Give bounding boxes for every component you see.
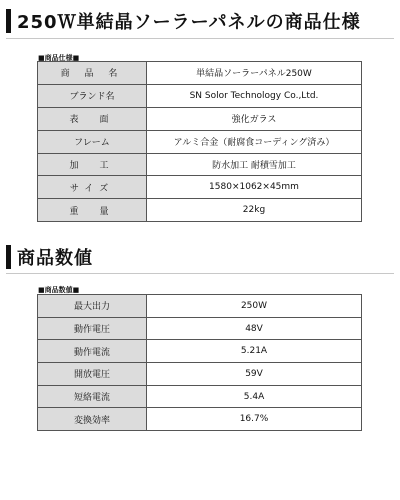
heading-bar: [6, 245, 11, 269]
table-row: [38, 199, 362, 222]
spec-key: 商 品 名: [38, 62, 147, 85]
spec-key: サイズ: [38, 176, 147, 199]
table-row: [38, 408, 362, 431]
spec-value: SN Solor Technology Co.,Ltd.: [147, 84, 362, 107]
divider: [6, 38, 394, 39]
page-title: 250Ｗ単結晶ソーラーパネルの商品仕様: [17, 12, 361, 33]
spec-table: [37, 61, 362, 222]
value-key: 短絡電流: [38, 385, 147, 408]
table-row: [38, 340, 362, 363]
value-value: 5.4A: [147, 385, 362, 408]
spec-value: 強化ガラス: [147, 107, 362, 130]
spec-table-label: ■商品仕様■: [38, 54, 80, 62]
spec-value: 単結晶ソーラーパネル250W: [147, 62, 362, 85]
spec-key: 重 量: [38, 199, 147, 222]
spec-value: 1580×1062×45mm: [147, 176, 362, 199]
section-heading-values: [6, 244, 93, 270]
value-value: 5.21A: [147, 340, 362, 363]
spec-key: 表 面: [38, 107, 147, 130]
table-row: [38, 130, 362, 153]
heading-bar: [6, 9, 11, 33]
value-value: 16.7%: [147, 408, 362, 431]
table-row: [38, 317, 362, 340]
value-key: 最大出力: [38, 295, 147, 318]
table-row: [38, 153, 362, 176]
table-row: [38, 62, 362, 85]
spec-key: ブランド名: [38, 84, 147, 107]
value-key: 動作電圧: [38, 317, 147, 340]
value-value: 250W: [147, 295, 362, 318]
table-row: [38, 295, 362, 318]
value-key: 動作電流: [38, 340, 147, 363]
table-row: [38, 107, 362, 130]
value-value: 48V: [147, 317, 362, 340]
table-row: [38, 385, 362, 408]
spec-value: 22kg: [147, 199, 362, 222]
value-table-label: ■商品数値■: [38, 286, 80, 294]
spec-key: フレーム: [38, 130, 147, 153]
value-key: 変換効率: [38, 408, 147, 431]
table-row: [38, 363, 362, 386]
divider: [6, 273, 394, 274]
table-row: [38, 176, 362, 199]
spec-key: 加 工: [38, 153, 147, 176]
spec-value: 防水加工 耐積雪加工: [147, 153, 362, 176]
value-key: 開放電圧: [38, 363, 147, 386]
value-value: 59V: [147, 363, 362, 386]
value-table: [37, 294, 362, 431]
section-title: 商品数値: [17, 248, 93, 269]
section-heading-spec: [6, 8, 361, 34]
spec-value: アルミ合金（耐腐食コーディング済み）: [147, 130, 362, 153]
table-row: [38, 84, 362, 107]
